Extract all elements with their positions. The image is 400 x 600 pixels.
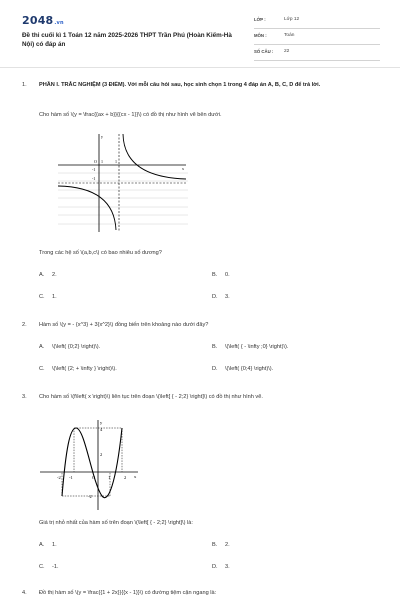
cubic-graph xyxy=(40,418,140,510)
option-d[interactable] xyxy=(212,564,230,570)
option-label: C. xyxy=(39,564,45,570)
label-y-axis: y xyxy=(101,134,103,139)
question-text: Cho hàm số \(y = \frac{{ax + b}}{{cx - 1}}\) có đồ thị như hình vẽ bên dưới. xyxy=(39,112,222,118)
option-value: 0. xyxy=(225,272,230,278)
option-value: 1. xyxy=(52,542,57,548)
label-origin: O xyxy=(94,159,97,164)
label-origin: O xyxy=(92,475,96,480)
label-minus-1: -1 xyxy=(69,475,73,480)
question-number: 3. xyxy=(22,394,27,400)
option-value: \(\left( {0;2} \right)\). xyxy=(52,344,101,350)
option-d[interactable] xyxy=(212,366,273,372)
meta-value: Lớp 12 xyxy=(284,17,300,22)
label-x-axis: x xyxy=(134,474,137,479)
page-header xyxy=(0,0,400,65)
option-label: A. xyxy=(39,344,45,350)
option-c[interactable] xyxy=(39,564,59,570)
option-label: B. xyxy=(212,542,218,548)
question-text: Cho hàm số \(f\left( x \right)\) liên tục trên đoạn \(\left[ { - 2;2} \right]\) có đồ thị như hình vẽ. xyxy=(39,394,263,400)
option-value: \(\left( {2; + \infty } \right)\). xyxy=(52,366,117,372)
option-value: 3. xyxy=(225,294,230,300)
meta-row-grade xyxy=(254,15,380,29)
logo-main: 2048 xyxy=(22,14,54,27)
label-1: 1 xyxy=(108,475,111,480)
label-tick-1b: 1 xyxy=(101,159,103,164)
question-text: Hàm số \(y = - {x^3} + 3{x^2}\) đồng biến trên khoảng nào dưới đây? xyxy=(39,322,209,328)
option-value: 3. xyxy=(225,564,230,570)
question-text: Đồ thị hàm số \(y = \frac{{1 + 2x}}{{x - 1}}\) có đường tiệm cận ngang là: xyxy=(39,590,217,596)
meta-key: MÔN : xyxy=(254,33,267,38)
option-label: A. xyxy=(39,542,45,548)
meta-value: 22 xyxy=(284,49,290,54)
label-x-axis: x xyxy=(182,166,184,171)
option-b[interactable] xyxy=(212,272,230,278)
label-minus-2: -2 xyxy=(57,475,61,480)
option-b[interactable] xyxy=(212,344,288,350)
hyperbola-graph xyxy=(58,132,188,232)
label-value-2: 2 xyxy=(100,452,103,457)
option-label: B. xyxy=(212,272,218,278)
option-label: B. xyxy=(212,344,218,350)
logo-suffix: .vn xyxy=(54,20,64,26)
question-number: 1. xyxy=(22,82,27,88)
exam-meta xyxy=(254,15,380,63)
label-value-4: 4 xyxy=(100,427,103,432)
section-intro: PHẦN I. TRẮC NGHIỆM (3 ĐIỂM). Với mỗi câu hỏi sau, học sinh chọn 1 trong 4 đáp án A, B, C, D để trả lời. xyxy=(39,82,321,88)
option-d[interactable] xyxy=(212,294,230,300)
option-b[interactable] xyxy=(212,542,230,548)
label-tick-minus-1b: -1 xyxy=(92,176,96,181)
option-a[interactable] xyxy=(39,344,100,350)
option-label: D. xyxy=(212,564,218,570)
label-value-minus-2: -2 xyxy=(88,494,92,499)
option-value: 2. xyxy=(52,272,57,278)
meta-key: LỚP : xyxy=(254,17,266,22)
cubic-curve xyxy=(62,428,122,498)
label-y-axis: y xyxy=(100,420,103,425)
header-divider xyxy=(0,67,400,68)
option-value: \(\left( {0;4} \right)\). xyxy=(225,366,274,372)
option-c[interactable] xyxy=(39,294,57,300)
label-tick-minus-1: -1 xyxy=(92,167,96,172)
option-value: \(\left( { - \infty ;0} \right)\). xyxy=(225,344,289,350)
option-value: -1. xyxy=(52,564,59,570)
curve-right-branch xyxy=(123,134,186,179)
curve-left-branch xyxy=(58,186,116,230)
meta-key: SỐ CÂU : xyxy=(254,49,274,54)
option-label: C. xyxy=(39,294,45,300)
question-stem: Giá trị nhỏ nhất của hàm số trên đoạn \(\left[ { - 2;2} \right]\) là: xyxy=(39,520,193,526)
option-value: 1. xyxy=(52,294,57,300)
option-label: D. xyxy=(212,366,218,372)
option-a[interactable] xyxy=(39,272,57,278)
option-c[interactable] xyxy=(39,366,117,372)
question-number: 4. xyxy=(22,590,27,596)
question-number: 2. xyxy=(22,322,27,328)
option-label: D. xyxy=(212,294,218,300)
meta-row-count xyxy=(254,47,380,61)
question-stem: Trong các hệ số \(a,b,c\) có bao nhiêu số dương? xyxy=(39,250,162,256)
document-title: Đề thi cuối kì 1 Toán 12 năm 2025-2026 THPT Trần Phú (Hoàn Kiếm-Hà Nội) có đáp án xyxy=(22,32,232,48)
option-value: 2. xyxy=(225,542,230,548)
meta-row-subject xyxy=(254,31,380,45)
option-label: A. xyxy=(39,272,45,278)
option-label: C. xyxy=(39,366,45,372)
option-a[interactable] xyxy=(39,542,57,548)
label-2: 2 xyxy=(124,475,127,480)
label-tick-1: 1 xyxy=(115,159,117,164)
meta-value: Toán xyxy=(284,33,295,38)
site-logo[interactable] xyxy=(22,14,64,27)
